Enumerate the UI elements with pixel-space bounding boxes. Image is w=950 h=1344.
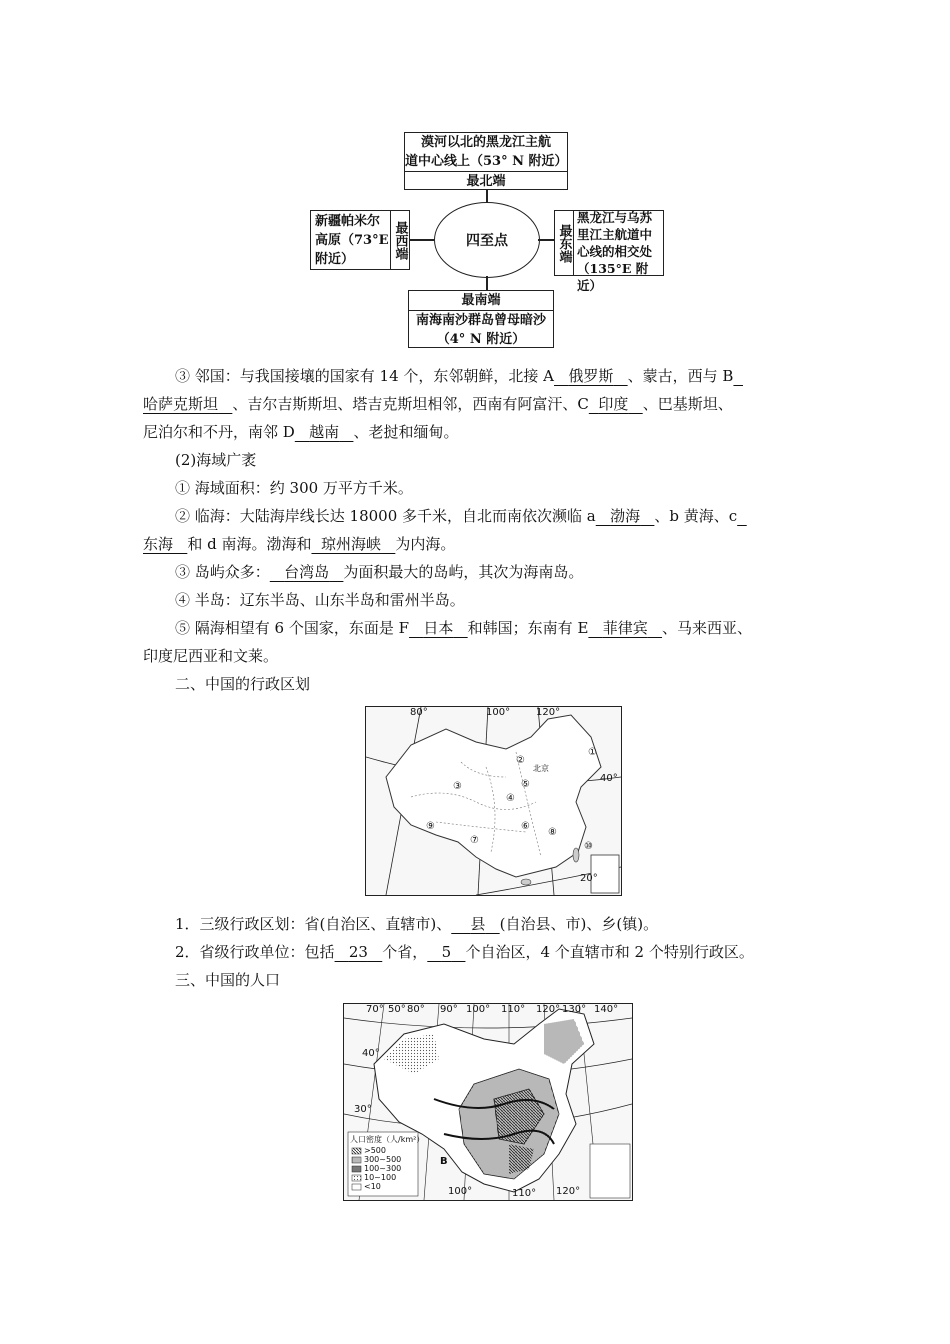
answer-a: 俄罗斯 bbox=[568, 367, 614, 385]
north-box bbox=[404, 132, 568, 190]
admin-line-2: 2．省级行政单位：包括 23 个省， 5 个自治区，4 个直辖市和 2 个特别行政区。 bbox=[175, 943, 754, 961]
lon-110-top-label: 110° bbox=[501, 1004, 526, 1015]
west-desc-1: 新疆帕米尔 bbox=[315, 214, 381, 229]
south-desc-1: 南海南沙群岛曾母暗沙 bbox=[409, 310, 553, 330]
marker-2: ② bbox=[516, 755, 525, 766]
marker-8: ⑧ bbox=[548, 827, 557, 838]
lat-40-label: 40° bbox=[600, 773, 618, 784]
center-ellipse: 四至点 bbox=[434, 202, 540, 278]
lon-100-label: 100° bbox=[486, 707, 511, 718]
east-desc-4: （135°E 附近） bbox=[577, 261, 649, 293]
neighbors-line-2: 哈萨克斯坦 、吉尔吉斯斯坦、塔吉克斯坦相邻，西南有阿富汗、C 印度 、巴基斯坦、 bbox=[143, 395, 733, 413]
east-label: 最东端 bbox=[555, 211, 574, 275]
east-desc-2: 里江主航道中 bbox=[577, 227, 653, 242]
answer-5: 5 bbox=[441, 943, 452, 961]
label-b: B bbox=[440, 1156, 448, 1167]
marker-10: ⑩ bbox=[584, 841, 593, 852]
lon-100-top-label: 100° bbox=[466, 1004, 491, 1015]
answer-f: 日本 bbox=[423, 619, 454, 637]
lat-30-pop-label: 30° bbox=[354, 1104, 372, 1115]
sea-area: ① 海域面积：约 300 万平方千米。 bbox=[175, 479, 413, 497]
north-label: 最北端 bbox=[405, 171, 567, 191]
neighbors-line-3: 尼泊尔和不丹，南邻 D 越南 、老挝和缅甸。 bbox=[143, 423, 459, 441]
legend-item-2: 300~500 bbox=[364, 1155, 402, 1164]
north-desc-1: 漠河以北的黑龙江主航 bbox=[420, 135, 551, 150]
marker-7: ⑦ bbox=[470, 835, 479, 846]
lon-140-top-label: 140° bbox=[594, 1004, 619, 1015]
legend-item-1: >500 bbox=[364, 1146, 386, 1155]
south-desc-2: （4° N 附近） bbox=[436, 332, 526, 347]
marker-4: ④ bbox=[506, 793, 515, 804]
lat-20-label: 20° bbox=[580, 873, 598, 884]
answer-d: 越南 bbox=[309, 423, 340, 441]
south-box bbox=[408, 290, 554, 348]
lon-120-label: 120° bbox=[536, 707, 561, 718]
sea-island: ③ 岛屿众多： 台湾岛 为面积最大的岛屿，其次为海南岛。 bbox=[175, 563, 584, 581]
west-label: 最西端 bbox=[390, 211, 409, 269]
admin-map-graphic bbox=[366, 707, 621, 895]
sea-peninsula: ④ 半岛：辽东半岛、山东半岛和雷州半岛。 bbox=[175, 591, 465, 609]
legend-item-3: 100~300 bbox=[364, 1164, 402, 1173]
marker-9: ⑨ bbox=[426, 821, 435, 832]
beijing-label: 北京 bbox=[533, 764, 549, 773]
sea-heading: (2)海域广袤 bbox=[175, 451, 257, 469]
west-desc-2: 高原（73°E bbox=[315, 233, 389, 248]
admin-line-1: 1．三级行政区划：省(自治区、直辖市)、 县 (自治县、市)、乡(镇)。 bbox=[175, 915, 659, 933]
marker-6: ⑥ bbox=[521, 821, 530, 832]
answer-e: 菲律宾 bbox=[602, 619, 648, 637]
answer-county: 县 bbox=[470, 915, 486, 933]
legend-title: 人口密度（人/km²） bbox=[350, 1135, 425, 1144]
section-3-heading: 三、中国的人口 bbox=[175, 971, 281, 989]
answer-b: 哈萨克斯坦 bbox=[143, 395, 219, 413]
section-2-heading: 二、中国的行政区划 bbox=[175, 675, 311, 693]
lon-50-label: 50° bbox=[388, 1004, 406, 1015]
sea-line-2: 东海 和 d 南海。渤海和 琼州海峡 为内海。 bbox=[143, 535, 456, 553]
lon-130-top-label: 130° bbox=[562, 1004, 587, 1015]
marker-5: ⑤ bbox=[521, 779, 530, 790]
lon-80-label: 80° bbox=[410, 707, 428, 718]
sea-across-1: ⑤ 隔海相望有 6 个国家，东面是 F 日本 和韩国；东南有 E 菲律宾 、马来西亚、 bbox=[175, 619, 753, 637]
answer-sea-c: 东海 bbox=[143, 535, 174, 553]
lon-100-bottom-label: 100° bbox=[448, 1186, 473, 1197]
neighbors-line-1: ③ 邻国：与我国接壤的国家有 14 个，东邻朝鲜，北接 A 俄罗斯 、蒙古，西与 B bbox=[175, 367, 734, 385]
east-desc-1: 黑龙江与乌苏 bbox=[577, 210, 653, 225]
marker-1: ① bbox=[588, 747, 597, 758]
east-box bbox=[554, 210, 664, 293]
legend-item-4: 10~100 bbox=[364, 1173, 397, 1182]
lon-110-bottom-label: 110° bbox=[512, 1188, 537, 1199]
east-desc-3: 心线的相交处 bbox=[577, 244, 653, 259]
answer-strait: 琼州海峡 bbox=[321, 535, 382, 553]
population-density-map bbox=[343, 1003, 633, 1201]
sea-across-2: 印度尼西亚和文莱。 bbox=[143, 647, 279, 665]
sea-line-1: ② 临海：大陆海岸线长达 18000 多千米，自北而南依次濒临 a 渤海 、b 黄海、c bbox=[175, 507, 738, 525]
extreme-points-diagram bbox=[310, 130, 670, 350]
lat-40-pop-label: 40° bbox=[362, 1048, 380, 1059]
lon-80-top-label: 80° bbox=[407, 1004, 425, 1015]
lon-120-top-label: 120° bbox=[536, 1004, 561, 1015]
legend-item-5: <10 bbox=[364, 1182, 381, 1191]
answer-23: 23 bbox=[348, 943, 368, 961]
lon-90-top-label: 90° bbox=[440, 1004, 458, 1015]
north-desc-2: 道中心线上（53° N 附近） bbox=[405, 154, 568, 169]
south-label: 最南端 bbox=[461, 293, 501, 308]
admin-division-map bbox=[365, 706, 622, 896]
answer-c: 印度 bbox=[598, 395, 629, 413]
answer-sea-a: 渤海 bbox=[610, 507, 641, 525]
marker-3: ③ bbox=[453, 781, 462, 792]
answer-island: 台湾岛 bbox=[284, 563, 330, 581]
west-box bbox=[310, 210, 410, 270]
west-desc-3: 附近） bbox=[315, 252, 355, 267]
lon-120-bottom-label: 120° bbox=[556, 1186, 581, 1197]
lon-70-label: 70° bbox=[366, 1004, 384, 1015]
